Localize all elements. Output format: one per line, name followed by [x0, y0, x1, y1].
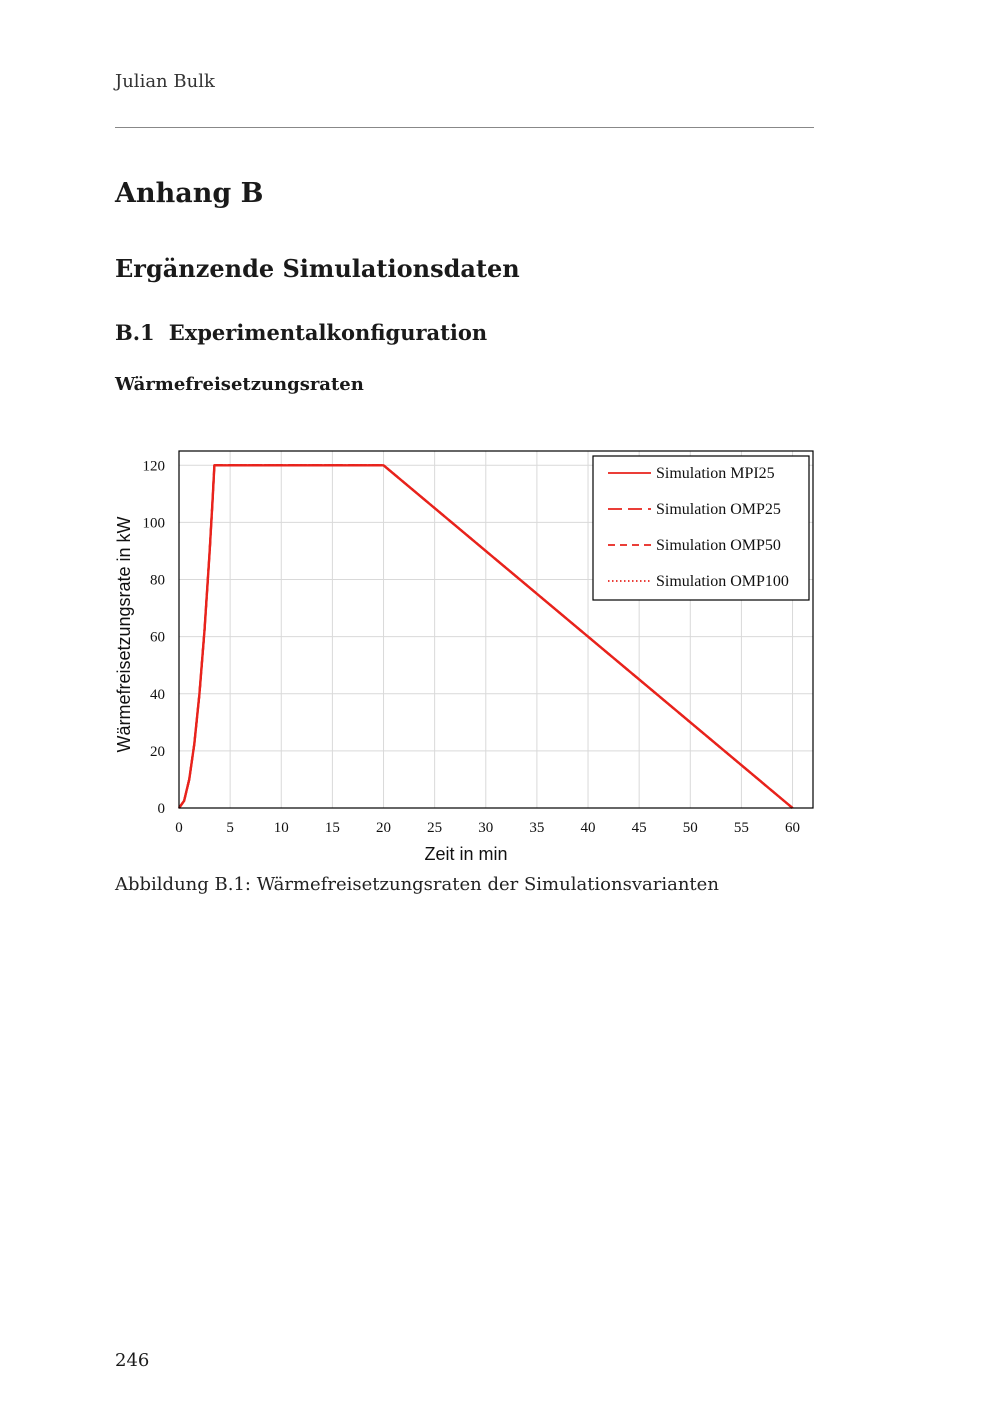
x-tick-label: 35: [529, 820, 545, 836]
chapter-title: Anhang B: [115, 178, 264, 209]
chart-svg: [100, 430, 830, 870]
x-tick-label: 10: [273, 820, 289, 836]
heat-release-chart: [100, 430, 830, 870]
y-tick-label: 40: [150, 686, 165, 703]
x-axis-label: Zeit in min: [424, 844, 508, 864]
x-tick-label: 15: [324, 820, 340, 836]
section-number: B.1: [115, 320, 155, 345]
y-tick-label: 80: [150, 572, 165, 589]
x-tick-label: 60: [785, 820, 801, 836]
y-tick-label: 100: [142, 515, 165, 532]
figure-caption: Abbildung B.1: Wärmefreisetzungsraten der Simulationsvarianten: [115, 874, 719, 895]
header-rule: [115, 127, 814, 128]
page-number: 246: [115, 1350, 150, 1371]
chapter-subtitle: Ergänzende Simulationsdaten: [115, 254, 520, 283]
x-tick-label: 0: [175, 820, 183, 836]
legend-label-1: Simulation MPI25: [656, 465, 775, 482]
legend-label-2: Simulation OMP25: [656, 501, 781, 518]
section-heading: [115, 320, 487, 345]
legend-label-3: Simulation OMP50: [656, 537, 781, 554]
x-tick-label: 55: [733, 820, 749, 836]
legend-label-4: Simulation OMP100: [656, 573, 789, 590]
x-tick-label: 45: [631, 820, 647, 836]
x-tick-label: 50: [682, 820, 698, 836]
running-header-author: Julian Bulk: [115, 71, 215, 92]
x-tick-label: 5: [226, 820, 234, 836]
paragraph-heading: Wärmefreisetzungsraten: [115, 374, 364, 395]
y-tick-label: 0: [157, 801, 165, 817]
x-tick-label: 25: [427, 820, 443, 836]
legend: [593, 456, 809, 600]
y-tick-label: 60: [150, 629, 165, 646]
x-tick-label: 30: [478, 820, 494, 836]
y-axis-label: Wärmefreisetzungsrate in kW: [114, 516, 134, 753]
x-tick-label: 20: [376, 820, 392, 836]
section-title: Experimentalkonfiguration: [168, 320, 488, 345]
x-tick-label: 40: [580, 820, 596, 836]
y-tick-label: 20: [150, 743, 165, 760]
y-tick-label: 120: [142, 458, 165, 475]
